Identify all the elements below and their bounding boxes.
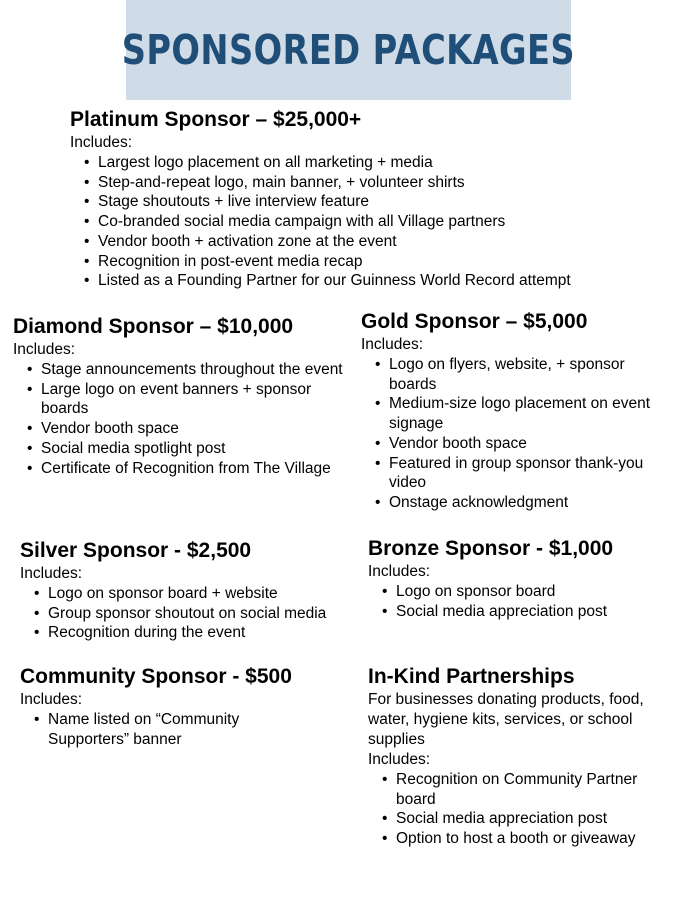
benefit-item: • Social media appreciation post (368, 809, 668, 829)
benefit-item: • Stage announcements throughout the event (13, 360, 358, 380)
includes-label: Includes: (13, 341, 76, 358)
benefit-item: • Listed as a Founding Partner for our Guinness World Record attempt (70, 271, 670, 291)
page-title: SPONSORED PACKAGES (121, 26, 576, 74)
includes-label: Includes: (361, 336, 424, 353)
benefit-list (70, 153, 670, 291)
benefit-item: • Medium-size logo placement on event signage (361, 394, 676, 433)
package-heading: Silver Sponsor - $2,500 (20, 539, 252, 562)
benefit-item: • Group sponsor shoutout on social media (20, 604, 360, 624)
benefit-item: • Vendor booth space (13, 419, 358, 439)
benefit-item: • Vendor booth + activation zone at the event (70, 232, 670, 252)
inkind-package (368, 664, 668, 849)
benefit-item: • Recognition during the event (20, 623, 360, 643)
benefit-item: • Name listed on “Community Supporters” banner (20, 710, 320, 749)
benefit-list (361, 355, 676, 513)
benefit-item: • Large logo on event banners + sponsor boards (13, 380, 358, 419)
package-heading: Platinum Sponsor – $25,000+ (70, 108, 362, 131)
benefit-item: • Logo on sponsor board (368, 582, 678, 602)
benefit-item: • Logo on sponsor board + website (20, 584, 360, 604)
silver-package (20, 538, 360, 643)
package-heading: In-Kind Partnerships (368, 665, 575, 688)
benefit-item: • Social media spotlight post (13, 439, 358, 459)
includes-label: Includes: (368, 751, 431, 768)
benefit-item: • Option to host a booth or giveaway (368, 829, 668, 849)
package-heading: Diamond Sponsor – $10,000 (13, 315, 294, 338)
bronze-package (368, 536, 678, 621)
benefit-list (368, 770, 668, 849)
benefit-item: • Stage shoutouts + live interview feature (70, 192, 670, 212)
includes-label: Includes: (368, 563, 431, 580)
benefit-item: • Onstage acknowledgment (361, 493, 676, 513)
benefit-item: • Recognition in post-event media recap (70, 252, 670, 272)
benefit-item: • Co-branded social media campaign with all Village partners (70, 212, 670, 232)
benefit-item: • Largest logo placement on all marketing + media (70, 153, 670, 173)
package-heading: Community Sponsor - $500 (20, 665, 292, 688)
includes-label: Includes: (70, 134, 133, 151)
benefit-item: • Step-and-repeat logo, main banner, + volunteer shirts (70, 173, 670, 193)
benefit-list (20, 584, 360, 643)
benefit-item: • Recognition on Community Partner board (368, 770, 668, 809)
package-heading: Gold Sponsor – $5,000 (361, 310, 588, 333)
includes-label: Includes: (20, 691, 83, 708)
benefit-item: • Certificate of Recognition from The Village (13, 459, 358, 479)
benefit-list (20, 710, 320, 749)
community-package (20, 664, 320, 749)
title-banner (121, 0, 576, 100)
benefit-list (368, 582, 678, 621)
includes-label: Includes: (20, 565, 83, 582)
benefit-item: • Social media appreciation post (368, 602, 678, 622)
benefit-item: • Vendor booth space (361, 434, 676, 454)
benefit-item: • Featured in group sponsor thank-you video (361, 454, 676, 493)
package-heading: Bronze Sponsor - $1,000 (368, 537, 614, 560)
platinum-package (70, 107, 670, 291)
benefit-item: • Logo on flyers, website, + sponsor boards (361, 355, 676, 394)
diamond-package (13, 314, 358, 478)
gold-package (361, 309, 676, 513)
inkind-description: For businesses donating products, food, water, hygiene kits, services, or school supplies (368, 691, 644, 748)
benefit-list (13, 360, 358, 478)
